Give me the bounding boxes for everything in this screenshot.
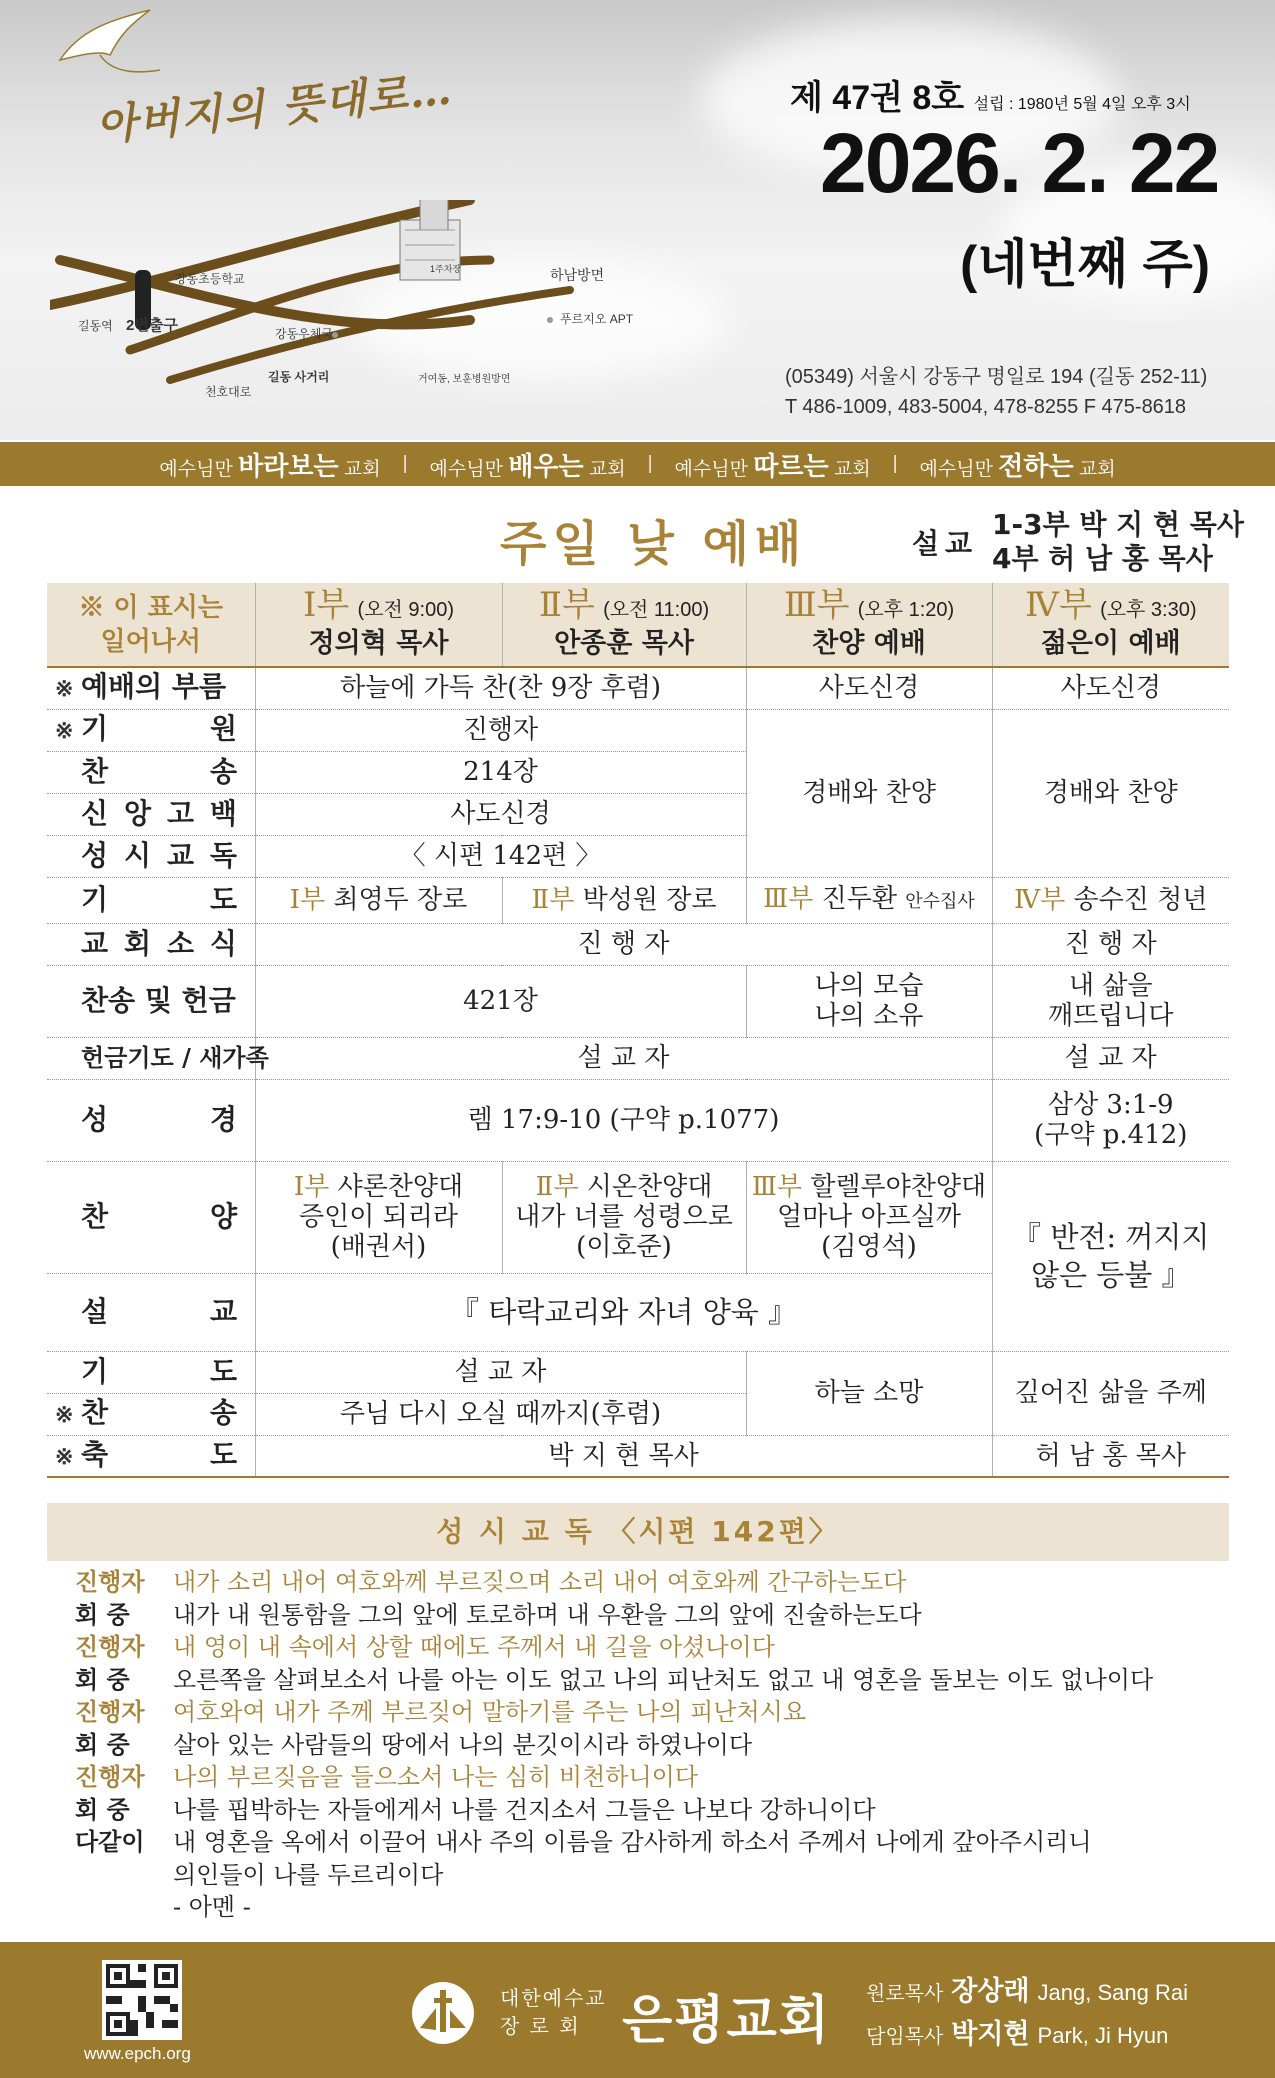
denomination: 대한예수교 장 로 회 xyxy=(500,1986,607,2038)
row-label xyxy=(47,1161,255,1273)
cell: 하늘 소망 xyxy=(746,1351,992,1435)
cell: 진 행 자 xyxy=(992,923,1229,965)
table-row xyxy=(47,965,1229,1037)
map-label-hospital: 거여동, 보훈병원방면 xyxy=(418,374,511,385)
row-label-text: 찬 송 xyxy=(81,755,237,788)
order-of-worship-table xyxy=(47,583,1229,1478)
row-label xyxy=(47,923,255,965)
dept-4-header: Ⅳ부 (오후 3:30) 젊은이 예배 xyxy=(992,583,1229,667)
row-label-text: 기 원 xyxy=(81,712,237,745)
map-label-apt: 푸르지오 APT xyxy=(560,312,634,326)
cell: 경배와 찬양 xyxy=(746,709,992,877)
church-address xyxy=(785,362,1207,422)
reading-line: 회 중 나를 핍박하는 자들에게서 나를 건지소서 그들은 나보다 강하니이다 xyxy=(75,1794,876,1824)
map-label-school: 강동초등학교 xyxy=(175,272,245,286)
map-label-cheonho: 천호대로 xyxy=(205,385,252,399)
row-label-text: 성 시 교 독 xyxy=(81,839,237,872)
bulletin-date: 2026. 2. 22 xyxy=(820,116,1219,210)
row-label-text: 기 도 xyxy=(81,883,237,916)
row-label-text: 교 회 소 식 xyxy=(81,927,237,960)
table-row xyxy=(47,709,1229,751)
motto-item: 예수님만 바라보는 교회 xyxy=(159,450,381,481)
row-label-text: 축 도 xyxy=(81,1437,237,1471)
reading-line: 다같이 내 영혼을 옥에서 이끌어 내사 주의 이름을 감사하게 하소서 주께서 나에게 갚아주시리니 xyxy=(75,1827,1092,1856)
table-row xyxy=(47,877,1229,923)
senior-pastor: 담임목사 박지현 Park, Ji Hyun xyxy=(866,2019,1169,2049)
preacher-line: 4부 허 남 홍 목사 xyxy=(992,542,1213,575)
table-row xyxy=(47,667,1229,709)
reading-line: 의인들이 나를 두르리이다 xyxy=(173,1860,444,1889)
qr-code-icon[interactable] xyxy=(102,1960,182,2040)
dept-2-header: Ⅱ부 (오전 11:00) 안종훈 목사 xyxy=(502,583,746,667)
cell: Ⅲ부 할렐루야찬양대 얼마나 아프실까 (김영석) xyxy=(746,1161,992,1273)
cell: 주님 다시 오실 때까지(후렴) xyxy=(255,1393,746,1435)
issue-volume xyxy=(790,70,1191,119)
reading-line: 진행자 여호와여 내가 주께 부르짖어 말하기를 주는 나의 피난처시요 xyxy=(75,1697,807,1726)
phone-line: T 486-1009, 483-5004, 478-8255 F 475-8618 xyxy=(785,396,1187,418)
map-label-station: 길동역 xyxy=(78,319,113,333)
church-logo-icon xyxy=(410,1980,476,2046)
motto-divider: | xyxy=(402,453,408,474)
cell: 렘 17:9-10 (구약 p.1077) xyxy=(255,1079,992,1161)
sermon-preachers xyxy=(992,508,1244,576)
address-line: (05349) 서울시 강동구 명일로 194 (길동 252-11) xyxy=(785,366,1208,388)
responsive-reading-title: 성 시 교 독 〈시편 142편〉 xyxy=(47,1503,1229,1561)
table-row xyxy=(47,1351,1229,1393)
row-label: 헌금기도 / 새가족 xyxy=(47,1037,255,1079)
table-row xyxy=(47,923,1229,965)
row-label-text: 기 도 xyxy=(81,1355,237,1388)
map-label-crossroad: 길동 사거리 xyxy=(268,370,330,384)
cell: 설 교 자 xyxy=(992,1037,1229,1079)
standing-note: ※ 이 표시는 일어나서 xyxy=(47,583,255,667)
cell: 삼상 3:1-9 (구약 p.412) xyxy=(992,1079,1229,1161)
motto-item: 예수님만 전하는 교회 xyxy=(919,450,1116,481)
sermon-label: 설교 xyxy=(912,527,979,560)
reading-line: 회 중 내가 내 원통함을 그의 앞에 토로하며 내 우환을 그의 앞에 진술하는도다 xyxy=(75,1599,922,1629)
cell: Ⅰ부 최영두 장로 xyxy=(255,877,502,923)
cell: 사도신경 xyxy=(255,793,746,835)
cell: Ⅱ부 시온찬양대 내가 너를 성령으로 (이호준) xyxy=(502,1161,746,1273)
row-label-text: 찬 송 xyxy=(81,1396,237,1429)
row-label xyxy=(47,835,255,877)
church-name: 은평교회 xyxy=(622,1991,831,2051)
reading-amen: - 아멘 - xyxy=(173,1893,251,1921)
map-label-parking: 1주차장 xyxy=(430,264,462,274)
cell: 박 지 현 목사 xyxy=(255,1435,992,1477)
bulletin-week: (네번째 주) xyxy=(960,236,1211,294)
row-label: 찬송 및 헌금 xyxy=(47,965,255,1037)
cell: 나의 모습 나의 소유 xyxy=(746,965,992,1037)
cell: 설 교 자 xyxy=(255,1037,992,1079)
row-label-text: 신 앙 고 백 xyxy=(81,797,237,830)
row-label: ※ 찬 송 xyxy=(47,1393,255,1435)
pastor-list xyxy=(866,1972,1188,2058)
responsive-reading xyxy=(75,1566,1235,1924)
row-label: ※ 기 원 xyxy=(47,709,255,751)
motto-item: 예수님만 배우는 교회 xyxy=(429,450,626,481)
founded-date: 설립 : 1980년 5월 4일 오후 3시 xyxy=(973,96,1191,113)
table-row xyxy=(47,1037,1229,1079)
row-label: ※ 예배의 부름 xyxy=(47,667,255,709)
cell: 내 삶을 깨뜨립니다 xyxy=(992,965,1229,1037)
cell: 깊어진 삶을 주께 xyxy=(992,1351,1229,1435)
table-row xyxy=(47,1161,1229,1273)
volume-number: 제 47권 8호 xyxy=(790,79,965,117)
row-label xyxy=(47,1351,255,1393)
reading-line: 진행자 내가 소리 내어 여호와께 부르짖으며 소리 내어 여호와께 간구하는도다 xyxy=(75,1567,907,1596)
cell: Ⅰ부 샤론찬양대 증인이 되리라 (배권서) xyxy=(255,1161,502,1273)
cell: 하늘에 가득 찬(찬 9장 후렴) xyxy=(255,667,746,709)
cell: 〈 시편 142편 〉 xyxy=(255,835,746,877)
table-row xyxy=(47,1079,1229,1161)
tagline: 아버지의 뜻대로… xyxy=(93,64,456,151)
cell: 경배와 찬양 xyxy=(992,709,1229,877)
cell: 『 반전: 꺼지지 않은 등불 』 xyxy=(992,1161,1229,1351)
cell: 214장 xyxy=(255,751,746,793)
cell: 421장 xyxy=(255,965,746,1037)
website-link[interactable]: www.epch.org xyxy=(84,2044,191,2063)
row-label xyxy=(47,751,255,793)
cell: 허 남 홍 목사 xyxy=(992,1435,1229,1477)
preacher-line: 1-3부 박 지 현 목사 xyxy=(992,508,1244,541)
cell: Ⅱ부 박성원 장로 xyxy=(502,877,746,923)
row-label: ※ 축 도 xyxy=(47,1435,255,1477)
row-label xyxy=(47,793,255,835)
reading-line: 회 중 오른쪽을 살펴보소서 나를 아는 이도 없고 나의 피난처도 없고 내 영혼을 돌보는 이도 없나이다 xyxy=(75,1664,1154,1694)
cell: 사도신경 xyxy=(746,667,992,709)
row-label xyxy=(47,877,255,923)
cell: 진 행 자 xyxy=(255,923,992,965)
bulletin-footer xyxy=(0,1942,1275,2078)
row-label xyxy=(47,1273,255,1351)
location-map xyxy=(50,200,650,420)
cell: 사도신경 xyxy=(992,667,1229,709)
map-label-exit: 2번출구 xyxy=(126,317,178,334)
motto-item: 예수님만 따르는 교회 xyxy=(674,450,871,481)
reading-line: 회 중 살아 있는 사람들의 땅에서 나의 분깃이시라 하였나이다 xyxy=(75,1729,753,1759)
motto-divider: | xyxy=(647,453,653,474)
cell: 설 교 자 xyxy=(255,1351,746,1393)
map-label-post: 강동우체국 xyxy=(275,327,333,341)
cell: 진행자 xyxy=(255,709,746,751)
bulletin-header xyxy=(0,0,1275,440)
motto-band xyxy=(0,442,1275,486)
map-label-hanam: 하남방면 xyxy=(550,267,605,283)
cell: Ⅳ부 송수진 청년 xyxy=(992,877,1229,923)
table-header-row xyxy=(47,583,1229,667)
row-label xyxy=(47,1079,255,1161)
dept-3-header: Ⅲ부 (오후 1:20) 찬양 예배 xyxy=(746,583,992,667)
row-label-text: 찬 양 xyxy=(81,1200,237,1233)
row-label-text: 설 교 xyxy=(81,1295,237,1328)
motto-divider: | xyxy=(892,453,898,474)
row-label-text: 성 경 xyxy=(81,1103,237,1136)
dove-icon xyxy=(40,0,180,90)
dept-1-header: Ⅰ부 (오전 9:00) 정의혁 목사 xyxy=(255,583,502,667)
service-title: 주일 낮 예배 xyxy=(500,516,808,572)
reading-line: 진행자 내 영이 내 속에서 상할 때에도 주께서 내 길을 아셨나이다 xyxy=(75,1632,775,1661)
table-row xyxy=(47,1435,1229,1477)
cell: Ⅲ부 진두환 안수집사 xyxy=(746,877,992,923)
cell: 『 타락교리와 자녀 양육 』 xyxy=(255,1273,992,1351)
pastor-emeritus: 원로목사 장상래 Jang, Sang Rai xyxy=(866,1976,1188,2006)
reading-line: 진행자 나의 부르짖음을 들으소서 나는 심히 비천하니이다 xyxy=(75,1762,699,1791)
